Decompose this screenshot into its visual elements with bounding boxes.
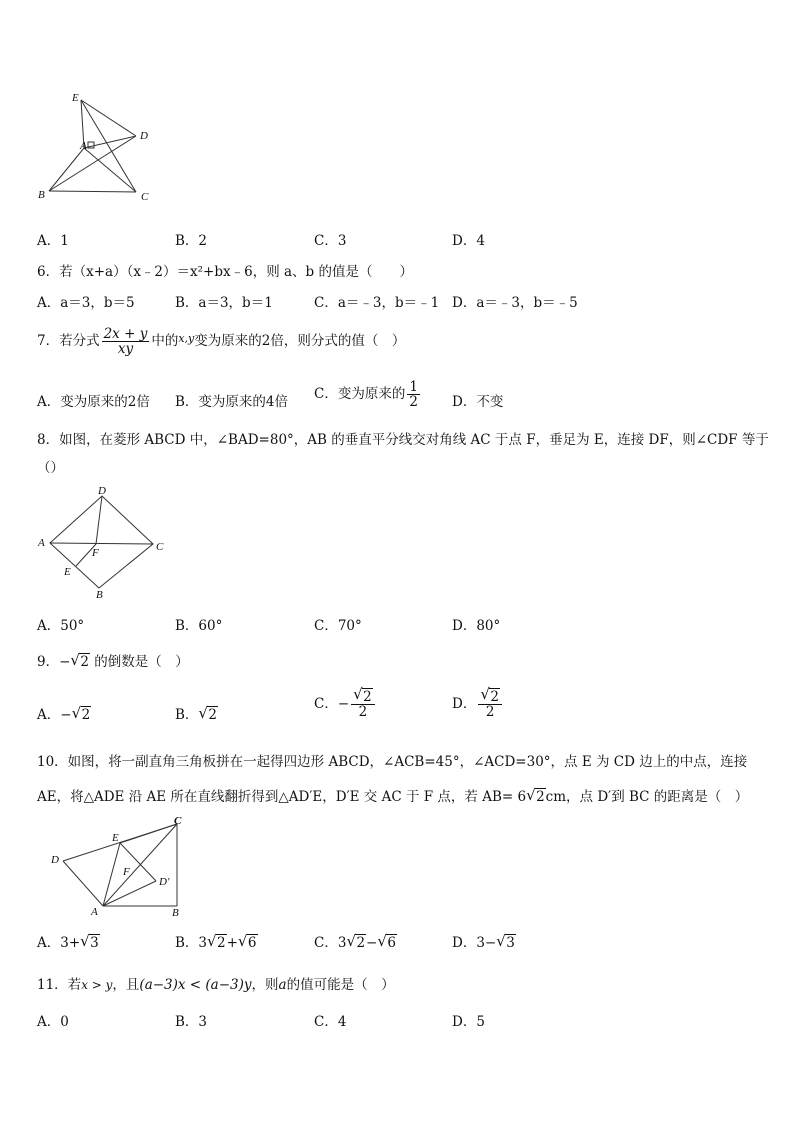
q5-option-b: B．2	[175, 233, 208, 249]
q11-var: a	[278, 977, 287, 993]
q10-option-c-coef: 3	[337, 935, 347, 951]
q6-option-c: C．a＝﹣3，b＝﹣1	[314, 295, 440, 311]
q5-option-a: A．1	[37, 233, 69, 249]
q9-option-a-radicand: 2	[81, 707, 91, 723]
fig10-label-dprime: D'	[159, 876, 170, 888]
figure-q10	[46, 814, 206, 924]
q7-option-a: A．变为原来的2倍	[37, 394, 150, 410]
q10-option-b-label: B．	[175, 935, 199, 951]
q9-option-a: A．− √ 2	[37, 704, 91, 723]
q10-line2-a: AE，将△ADE 沿 AE 所在直线翻折得到△AD′E，D′E 交 AC 于 F 点，若 AB= 6	[37, 789, 527, 805]
q10-option-c-radicand1: 2	[356, 935, 366, 951]
fig8-label-d: D	[98, 485, 106, 497]
q11-condition: x > y	[81, 978, 113, 992]
q10-option-a-label: A．	[37, 935, 61, 951]
fig10-label-d: D	[51, 854, 59, 866]
q10-option-a-radicand: 3	[90, 935, 99, 951]
q11-option-c: C．4	[314, 1014, 347, 1030]
fig8-label-f: F	[92, 547, 99, 559]
fig8-label-a: A	[38, 537, 45, 549]
q5-option-c: C．3	[314, 233, 347, 249]
q11-question	[37, 973, 395, 993]
q7-vars: x,y	[178, 332, 195, 346]
q10-option-c-radicand2: 6	[387, 935, 396, 951]
q7-prefix: 7．若分式	[37, 333, 100, 350]
q10-option-d-label: D．	[452, 935, 477, 951]
q7-suffix2: 变为原来的2倍，则分式的值（ ）	[194, 333, 406, 350]
q9-option-a-label: A．	[37, 707, 61, 723]
q5-option-d: D．4	[452, 233, 485, 249]
q7-question	[37, 327, 405, 356]
q7-fraction	[102, 327, 150, 356]
q10-question-line1: 10．如图，将一副直角三角板拼在一起得四边形 ABCD，∠ACB=45°，∠ACD=30°，点 E 为 CD 边上的中点，连接	[37, 754, 748, 770]
q10-line2-b: cm，点 D′到 BC 的距离是（ ）	[545, 789, 749, 805]
figure-q5	[36, 90, 166, 205]
fig5-label-a: A	[80, 140, 87, 152]
q9-option-c-label: C．	[314, 696, 338, 713]
fig10-label-a: A	[91, 906, 98, 918]
q7-option-c-num: 1	[409, 379, 418, 395]
q9-option-b-radicand: 2	[208, 707, 218, 723]
q10-option-b-op: +	[226, 935, 238, 951]
q7-option-c	[314, 380, 422, 409]
fig8-label-e: E	[64, 566, 71, 578]
q11-option-b: B．3	[175, 1014, 208, 1030]
q9-radicand: 2	[80, 654, 89, 670]
q11-prefix: 11．若	[37, 977, 82, 993]
fig5-label-b: B	[38, 189, 45, 201]
q10-option-d-term: 3−	[476, 935, 497, 951]
q8-option-c: C．70°	[314, 618, 362, 634]
q9-prefix: 9．	[37, 654, 60, 670]
q6-question: 6．若（x+a）（x﹣2）＝x²+bx﹣6，则 a、b 的值是（ ）	[37, 264, 413, 280]
q9-option-b-label: B．	[175, 707, 199, 723]
fig8-label-b: B	[96, 589, 103, 599]
q7-option-b: B．变为原来的4倍	[175, 394, 289, 410]
q7-option-d: D．不变	[452, 394, 504, 410]
q7-suffix1: 中的	[151, 333, 179, 350]
q10-option-c-op: −	[366, 935, 378, 951]
q6-option-b: B．a＝3，b＝1	[175, 295, 273, 311]
q9-option-d-radicand: 2	[490, 689, 499, 705]
q11-suffix: 的值可能是（ ）	[286, 977, 395, 993]
q10-line2-radicand: 2	[536, 789, 545, 805]
q7-option-c-text: C．变为原来的	[314, 386, 406, 403]
q10-option-b-radicand1: 2	[217, 935, 226, 951]
q8-option-d: D．80°	[452, 618, 501, 634]
q8-option-b: B．60°	[175, 618, 223, 634]
fig8-label-c: C	[156, 541, 164, 553]
q10-option-d-radicand: 3	[506, 935, 515, 951]
q10-option-a: A．3+ √ 3	[37, 932, 99, 951]
figure-q8	[36, 484, 176, 599]
q11-mid: ，且	[112, 977, 140, 993]
q11-option-d: D．5	[452, 1014, 485, 1030]
q6-option-d: D．a＝﹣3，b＝﹣5	[452, 295, 578, 311]
q10-option-b: B．3 √ 2+ √ 6	[175, 932, 257, 951]
fig10-label-c: C	[174, 815, 182, 827]
q10-option-b-radicand2: 6	[247, 935, 257, 951]
q11-option-a: A．0	[37, 1014, 69, 1030]
q7-fraction-numerator: 2x + y	[103, 326, 148, 342]
q9-option-d-den: 2	[485, 704, 495, 721]
fig5-label-e: E	[72, 92, 79, 104]
q11-inequality: (a−3)x < (a−3)y	[139, 977, 252, 993]
q10-question-line2: AE，将△ADE 沿 AE 所在直线翻折得到△AD′E，D′E 交 AC 于 F 点，若 AB= 6 √ 2cm，点 D′到 BC 的距离是（ ）	[37, 786, 749, 805]
q10-option-c: C．3 √ 2− √ 6	[314, 932, 396, 951]
q8-question-line1: 8．如图，在菱形 ABCD 中，∠BAD=80°，AB 的垂直平分线交对角线 AC 于点 F，垂足为 E，连接 DF，则∠CDF 等于	[37, 432, 769, 448]
q10-option-b-coef: 3	[198, 935, 208, 951]
q9-option-c-den: 2	[358, 704, 368, 721]
q10-option-c-label: C．	[314, 935, 338, 951]
fig5-label-d: D	[140, 130, 148, 142]
q9-option-c: C．− √ 2 2	[314, 690, 377, 719]
q9-option-d-label: D．	[452, 696, 477, 713]
q9-option-b: B． √ 2	[175, 704, 218, 723]
fig5-label-c: C	[141, 191, 149, 203]
q10-option-d: D．3− √ 3	[452, 932, 515, 951]
q9-question: 9．− √ 2 的倒数是（ ）	[37, 651, 189, 670]
q6-option-a: A．a＝3，b＝5	[37, 295, 135, 311]
q9-suffix: 的倒数是（ ）	[94, 654, 189, 670]
fig10-label-f: F	[123, 866, 130, 878]
q9-option-c-radicand: 2	[363, 689, 372, 705]
q9-sqrt: √ 2	[70, 651, 89, 670]
q7-option-c-den: 2	[409, 394, 418, 411]
q7-fraction-denominator: xy	[117, 341, 134, 358]
q7-option-c-fraction	[407, 380, 420, 409]
q11-mid2: ，则	[251, 977, 279, 993]
fig10-label-b: B	[172, 907, 179, 919]
fig10-label-e: E	[112, 832, 119, 844]
q8-question-line2: （）	[37, 460, 64, 476]
q10-option-a-term: 3+	[60, 935, 81, 951]
q8-option-a: A．50°	[37, 618, 85, 634]
q9-option-d: D． √ 2 2	[452, 690, 504, 719]
